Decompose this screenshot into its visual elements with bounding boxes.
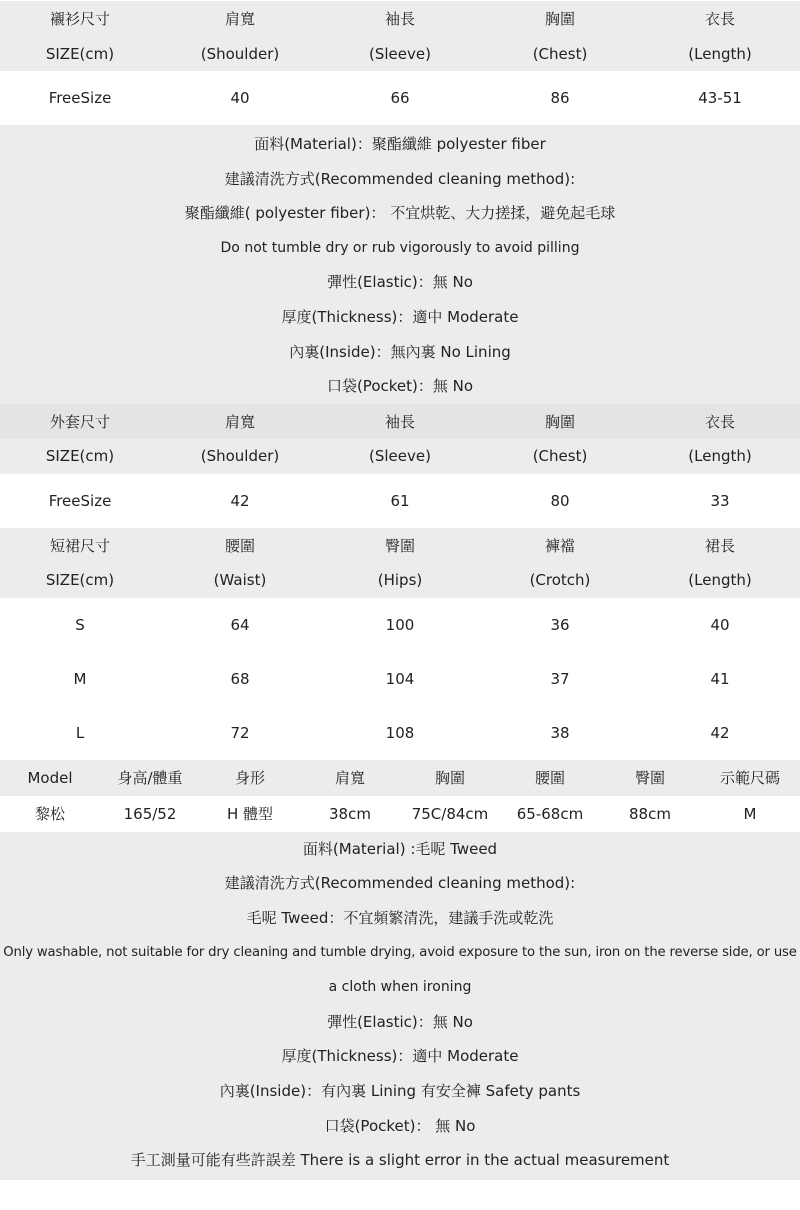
table-row — [0, 598, 800, 652]
table-cell: 75C/84cm — [411, 804, 489, 823]
header-cell: Model — [27, 768, 73, 787]
table-cell: 64 — [230, 615, 250, 634]
inside-line: 內裏(Inside)：無內裏 No Lining — [289, 342, 511, 361]
header-cell: 衣長 — [704, 10, 735, 28]
table-cell: S — [75, 615, 85, 634]
header-cell: 短裙尺寸 — [49, 536, 110, 555]
table-cell: 36 — [550, 615, 570, 634]
table-cell: 88cm — [629, 804, 671, 823]
table-cell: 40 — [230, 89, 250, 107]
elastic-line: 彈性(Elastic)：無 No — [327, 273, 473, 292]
table-header-zh — [0, 404, 800, 439]
table-cell: 108 — [385, 723, 415, 742]
header-cell: (Chest) — [532, 447, 588, 466]
table-cell: 41 — [710, 669, 730, 688]
header-cell: SIZE(cm) — [45, 571, 115, 590]
header-cell: 袖長 — [384, 412, 415, 431]
cleaning-heading: 建議清洗方式(Recommended cleaning method): — [224, 169, 576, 188]
table-header-zh — [0, 1, 800, 36]
table-cell: 43-51 — [698, 89, 742, 107]
cleaning-heading: 建議清洗方式(Recommended cleaning method): — [224, 874, 576, 893]
header-cell: 袖長 — [384, 10, 415, 28]
pocket-line: 口袋(Pocket)：無 No — [326, 377, 474, 396]
elastic-line: 彈性(Elastic)：無 No — [327, 1012, 473, 1031]
model-header-row — [0, 760, 800, 796]
table-cell: H 體型 — [226, 805, 274, 824]
shirt-size-table — [0, 0, 800, 125]
header-cell: (Length) — [688, 571, 752, 590]
header-cell: 腰圍 — [534, 769, 565, 788]
header-cell: (Length) — [688, 44, 752, 63]
material-line: 面料(Material)：聚酯纖維 polyester fiber — [254, 135, 546, 153]
table-row — [0, 71, 800, 125]
header-cell: 衣長 — [704, 412, 735, 431]
inside-line: 內裏(Inside)：有內裏 Lining 有安全褲 Safety pants — [219, 1081, 581, 1100]
cleaning-en-cont: a cloth when ironing — [328, 979, 472, 996]
header-cell: (Shoulder) — [200, 44, 280, 63]
table-cell: 165/52 — [123, 804, 177, 823]
header-cell: 示範尺碼 — [719, 769, 780, 788]
table-row — [0, 474, 800, 528]
table-cell: 65-68cm — [516, 804, 584, 823]
jacket-size-table — [0, 404, 800, 528]
table-cell: 38cm — [329, 804, 371, 823]
table-row — [0, 706, 800, 760]
header-cell: 褲襠 — [544, 536, 575, 555]
cleaning-zh: 聚酯纖維( polyester fiber)： 不宜烘乾、大力搓揉，避免起毛球 — [184, 204, 616, 223]
table-cell: 黎松 — [34, 805, 65, 824]
table-cell: M — [73, 669, 87, 688]
table-cell: 80 — [550, 491, 570, 510]
header-cell: 裙長 — [704, 536, 735, 555]
pocket-line: 口袋(Pocket)： 無 No — [324, 1116, 476, 1135]
header-cell: 肩寬 — [224, 412, 255, 431]
header-cell: 肩寬 — [334, 769, 365, 788]
header-cell: 身高/體重 — [117, 769, 183, 788]
table-cell: 40 — [710, 615, 730, 634]
table-row — [0, 652, 800, 706]
header-cell: (Sleeve) — [369, 44, 431, 63]
header-cell: (Shoulder) — [200, 447, 280, 466]
header-cell: (Hips) — [377, 571, 423, 590]
table-cell: 38 — [550, 723, 570, 742]
header-cell: 胸圍 — [544, 412, 575, 431]
table-cell: 33 — [710, 491, 730, 510]
table-cell: 72 — [230, 723, 250, 742]
header-cell: (Chest) — [532, 44, 588, 63]
thickness-line: 厚度(Thickness)：適中 Moderate — [281, 1047, 519, 1066]
table-header-zh — [0, 528, 800, 563]
table-cell: 61 — [390, 491, 410, 510]
header-cell: SIZE(cm) — [45, 447, 115, 466]
table-header-en — [0, 563, 800, 598]
model-data-row — [0, 796, 800, 832]
table-cell: L — [75, 723, 85, 742]
table-cell: 100 — [385, 615, 415, 634]
table-cell: 66 — [390, 89, 410, 107]
header-cell: 外套尺寸 — [49, 412, 110, 431]
table-cell: 86 — [550, 89, 570, 107]
cleaning-en: Only washable, not suitable for dry cleaning and tumble drying, avoid exposure to the sun, iron on the reverse side, or use — [3, 944, 797, 960]
table-cell: FreeSize — [48, 89, 112, 107]
table-cell: 42 — [710, 723, 730, 742]
measurement-note: 手工測量可能有些許誤差 There is a slight error in the actual measurement — [130, 1151, 670, 1170]
cleaning-en: Do not tumble dry or rub vigorously to avoid pilling — [220, 239, 580, 256]
table-cell: 104 — [385, 669, 415, 688]
skirt-size-table — [0, 528, 800, 760]
header-cell: 臀圍 — [634, 769, 665, 788]
table-cell: 68 — [230, 669, 250, 688]
header-cell: SIZE(cm) — [45, 44, 115, 63]
table-cell: FreeSize — [48, 491, 112, 510]
table-cell: M — [743, 804, 757, 823]
model-info-table — [0, 760, 800, 832]
shirt-fabric-info — [0, 125, 800, 404]
header-cell: 腰圍 — [224, 536, 255, 555]
thickness-line: 厚度(Thickness)：適中 Moderate — [281, 307, 519, 326]
header-cell: 身形 — [234, 769, 265, 788]
header-cell: 胸圍 — [434, 769, 465, 788]
header-cell: (Length) — [688, 447, 752, 466]
header-cell: 胸圍 — [544, 10, 575, 28]
header-cell: 肩寬 — [224, 10, 255, 28]
material-line: 面料(Material) :毛呢 Tweed — [302, 839, 498, 858]
table-cell: 42 — [230, 491, 250, 510]
header-cell: 襯衫尺寸 — [49, 10, 110, 28]
header-cell: (Crotch) — [529, 571, 591, 590]
table-header-en — [0, 439, 800, 474]
table-header-en — [0, 36, 800, 71]
table-cell: 37 — [550, 669, 570, 688]
header-cell: (Waist) — [213, 571, 267, 590]
cleaning-zh: 毛呢 Tweed：不宜頻繁清洗，建議手洗或乾洗 — [246, 908, 554, 927]
header-cell: (Sleeve) — [369, 447, 431, 466]
header-cell: 臀圍 — [384, 536, 415, 555]
skirt-fabric-info — [0, 832, 800, 1180]
